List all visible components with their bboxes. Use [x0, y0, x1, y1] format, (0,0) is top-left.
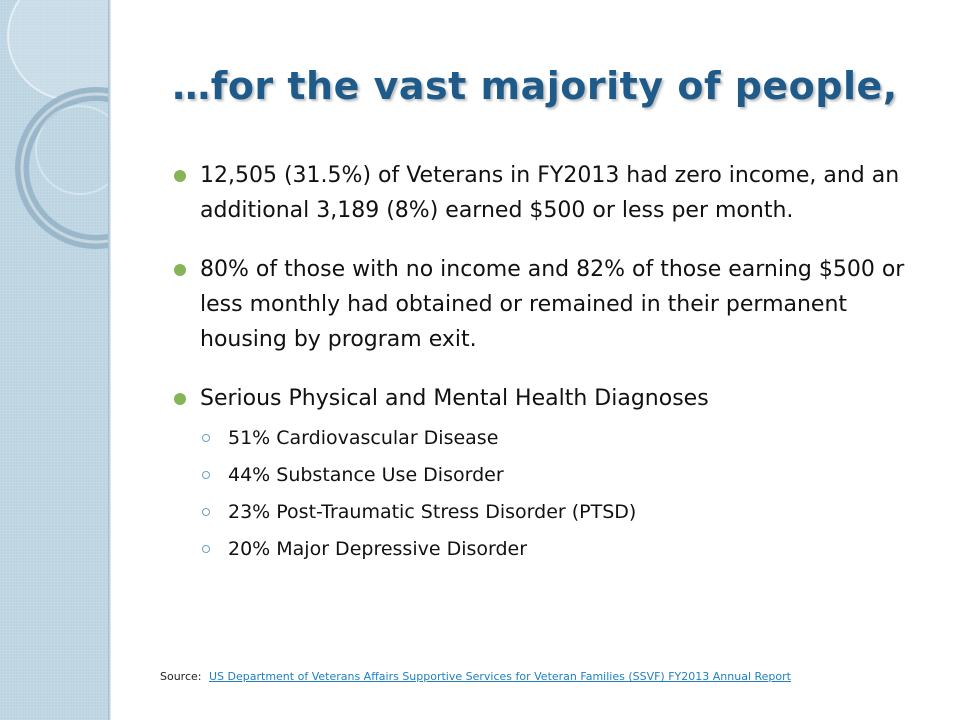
- sub-bullet-item: [170, 457, 930, 494]
- bullet-text: 80% of those with no income and 82% of those earning $500 or less monthly had obtained or remained in their permanent housing by program exit.: [200, 257, 905, 352]
- decorative-side-band: [0, 0, 108, 720]
- bullet-item: [170, 158, 930, 228]
- bullet-dot-icon: [174, 170, 186, 182]
- ring-bullet-icon: [202, 471, 210, 479]
- sub-bullet-item: [170, 420, 930, 457]
- decorative-circles: [0, 0, 108, 720]
- sub-bullet-item: [170, 494, 930, 531]
- ring-bullet-icon: [202, 434, 210, 442]
- bullet-item: [170, 252, 930, 357]
- source-citation: [160, 670, 791, 683]
- ring-bullet-icon: [202, 545, 210, 553]
- bullet-text: 12,505 (31.5%) of Veterans in FY2013 had zero income, and an additional 3,189 (8%) earned $500 or less per month.: [200, 163, 900, 223]
- bullet-dot-icon: [174, 393, 186, 405]
- sub-bullet-item: [170, 531, 930, 568]
- sub-bullet-text: 20% Major Depressive Disorder: [228, 538, 528, 560]
- side-band-edge: [108, 0, 111, 720]
- bullet-list: [170, 158, 930, 568]
- bullet-item: [170, 381, 930, 416]
- sub-bullet-text: 23% Post-Traumatic Stress Disorder (PTSD): [228, 501, 637, 523]
- ring-bullet-icon: [202, 508, 210, 516]
- sub-bullet-text: 44% Substance Use Disorder: [228, 464, 504, 486]
- bullet-dot-icon: [174, 264, 186, 276]
- sub-bullet-text: 51% Cardiovascular Disease: [228, 427, 499, 449]
- sub-bullet-list: [170, 420, 930, 568]
- bullet-text: Serious Physical and Mental Health Diagnoses: [200, 386, 709, 411]
- slide-title: …for the vast majority of people,: [172, 64, 898, 108]
- source-link[interactable]: US Department of Veterans Affairs Supportive Services for Veteran Families (SSVF) FY2013 Annual Report: [209, 670, 791, 683]
- source-label: Source:: [160, 670, 202, 683]
